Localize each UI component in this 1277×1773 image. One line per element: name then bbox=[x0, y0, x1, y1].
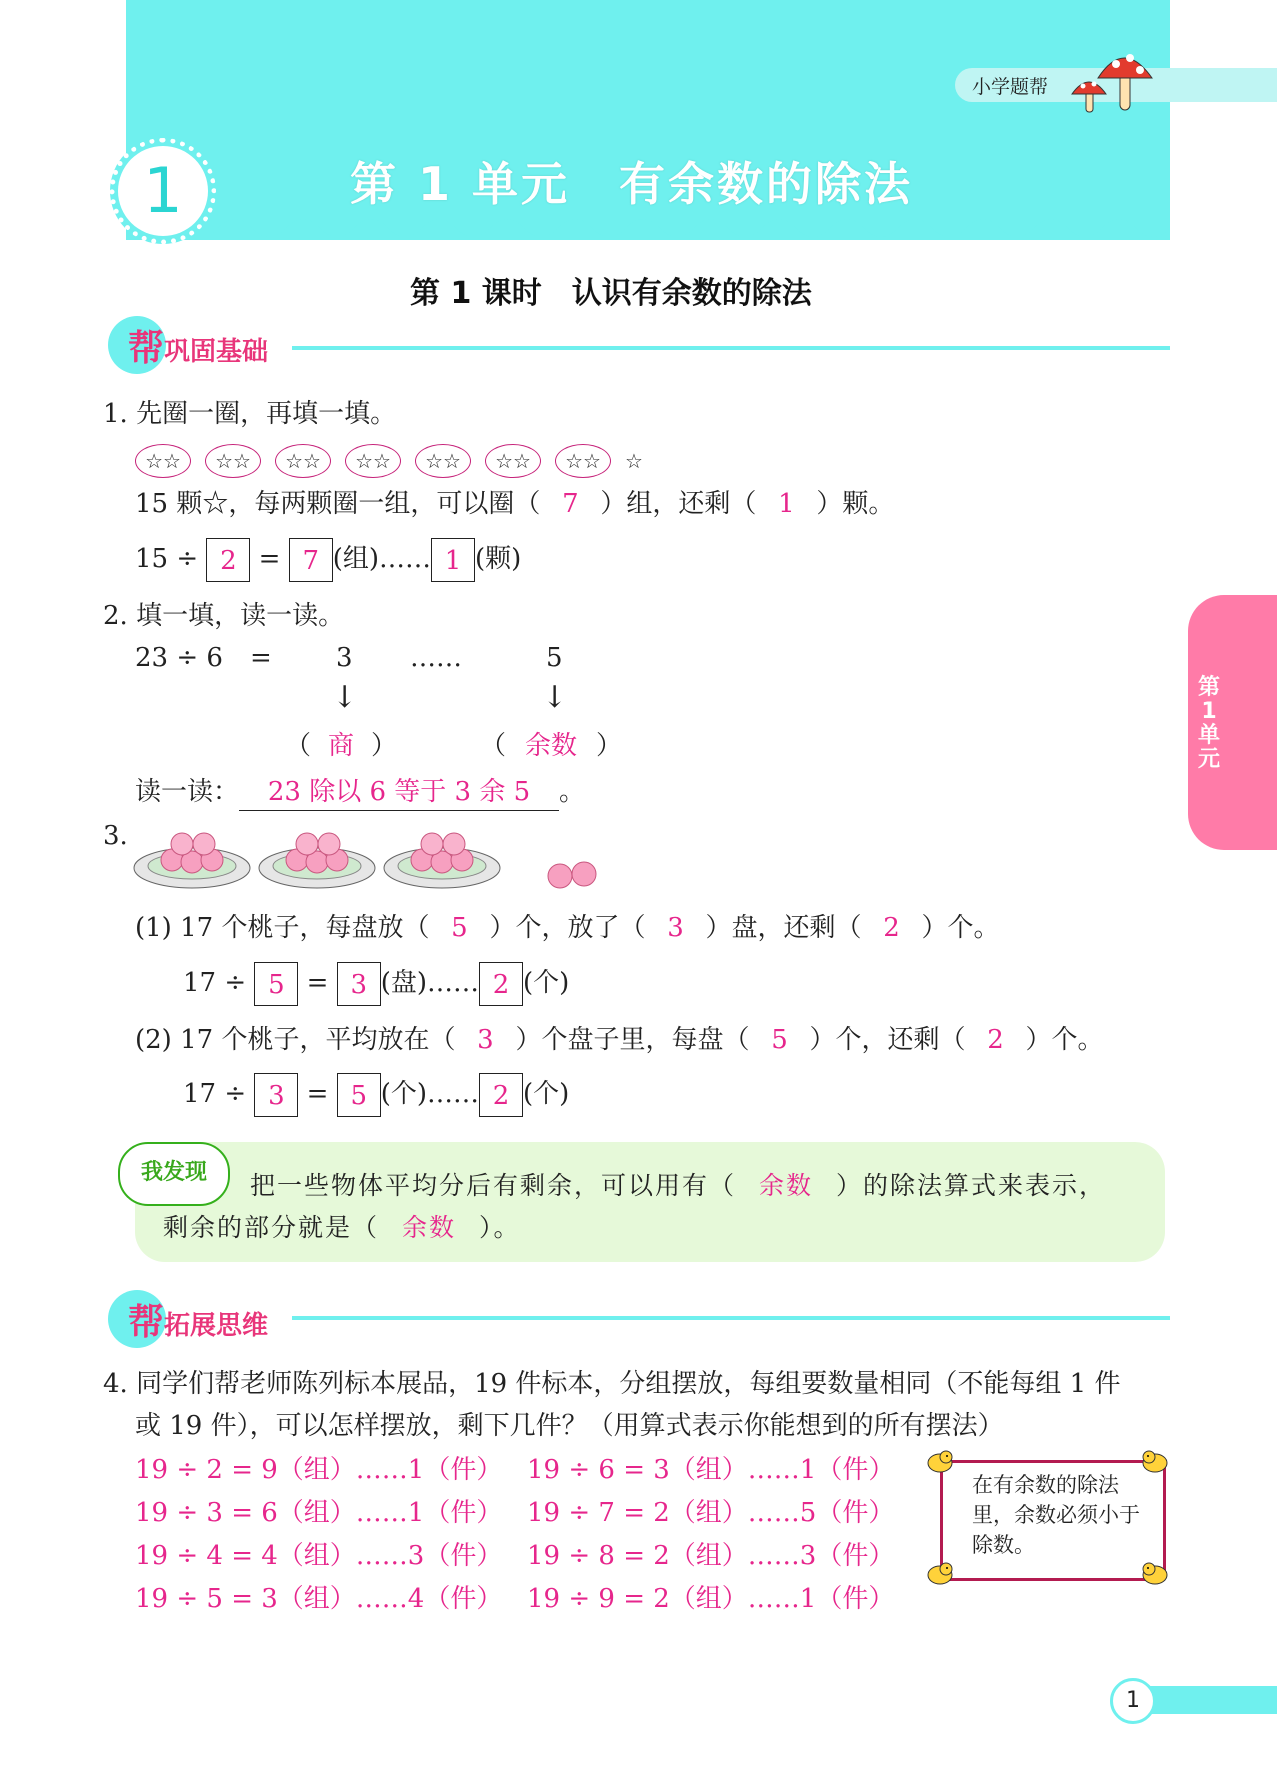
answer-box: 2 bbox=[479, 962, 523, 1006]
star-group: ☆☆ bbox=[345, 444, 401, 478]
q3-equation2: 17 ÷ 3 = 5 (个)…… 2 (个) bbox=[183, 1073, 569, 1117]
star-group: ☆☆ bbox=[485, 444, 541, 478]
discover-tag: 我发现 bbox=[118, 1142, 230, 1206]
discover-line1: 把一些物体平均分后有剩余，可以用有（ 余数 ）的除法算式来表示， bbox=[250, 1168, 1106, 1204]
unit-number: 1 bbox=[143, 154, 183, 227]
answer-box: 3 bbox=[254, 1073, 298, 1117]
chick-icon bbox=[1140, 1448, 1170, 1474]
section-extend-title: 帮拓展思维 bbox=[128, 1302, 269, 1343]
q3-number: 3. bbox=[103, 821, 128, 851]
q2-equals: = bbox=[250, 643, 272, 673]
answer: 5 bbox=[771, 1025, 788, 1055]
answer: 余数 bbox=[759, 1171, 814, 1200]
chick-icon bbox=[925, 1560, 955, 1586]
star-icon: ☆ bbox=[625, 449, 643, 473]
page-number: 1 bbox=[1110, 1678, 1156, 1724]
section-basics-line bbox=[292, 346, 1170, 350]
lesson-title: 第 1 课时 认识有余数的除法 bbox=[410, 276, 812, 311]
down-arrow-icon: ↓ bbox=[332, 680, 358, 715]
answer-box: 2 bbox=[479, 1073, 523, 1117]
mushroom-icon bbox=[1068, 44, 1158, 116]
q3-equation1: 17 ÷ 5 = 3 (盘)…… 2 (个) bbox=[183, 962, 569, 1006]
answer: 5 bbox=[451, 913, 468, 943]
section-extend-line bbox=[292, 1316, 1170, 1320]
q2-remainder: 5 bbox=[546, 643, 563, 673]
q1-equation: 15 ÷ 2 = 7 (组)…… 1 (颗) bbox=[135, 538, 521, 582]
answer-box: 5 bbox=[337, 1073, 381, 1117]
down-arrow-icon: ↓ bbox=[542, 680, 568, 715]
tip-note-text: 在有余数的除法里，余数必须小于除数。 bbox=[972, 1473, 1140, 1557]
star-group: ☆☆ bbox=[205, 444, 261, 478]
star-group: ☆☆ bbox=[135, 444, 191, 478]
q4-answer: 19 ÷ 4 = 4（组）……3（件） bbox=[135, 1541, 503, 1571]
q4-answer: 19 ÷ 5 = 3（组）……4（件） bbox=[135, 1584, 503, 1614]
chick-icon bbox=[925, 1448, 955, 1474]
q1-stars bbox=[135, 444, 643, 478]
side-tab-label: 第1单元 bbox=[1197, 675, 1220, 772]
answer: 商 bbox=[328, 731, 355, 761]
brand-name: 小学题帮 bbox=[972, 76, 1049, 98]
answer-box: 3 bbox=[337, 962, 381, 1006]
q2-dots: …… bbox=[410, 643, 462, 673]
q4-answer: 19 ÷ 7 = 2（组）……5（件） bbox=[527, 1498, 895, 1528]
banner-wave bbox=[126, 218, 1170, 258]
q2-label-remainder: （ 余数 ） bbox=[480, 728, 622, 764]
q4-answer: 19 ÷ 3 = 6（组）……1（件） bbox=[135, 1498, 503, 1528]
answer: 1 bbox=[778, 489, 795, 519]
q1-prompt: 1. 先圈一圈，再填一填。 bbox=[103, 399, 397, 429]
star-group: ☆☆ bbox=[415, 444, 471, 478]
q2-read: 读一读： 23 除以 6 等于 3 余 5 。 bbox=[135, 774, 585, 811]
answer: 2 bbox=[987, 1025, 1004, 1055]
answer: 3 bbox=[667, 913, 684, 943]
answer-box: 5 bbox=[254, 962, 298, 1006]
answer-box: 1 bbox=[431, 538, 475, 582]
q2-prompt: 2. 填一填，读一读。 bbox=[103, 601, 345, 631]
q2-quotient: 3 bbox=[336, 643, 353, 673]
section-basics-title: 帮巩固基础 bbox=[128, 328, 269, 369]
answer: 7 bbox=[562, 489, 579, 519]
chick-icon bbox=[1140, 1560, 1170, 1586]
peach-plates-illustration bbox=[132, 810, 612, 895]
answer: 23 除以 6 等于 3 余 5 bbox=[239, 774, 559, 811]
answer: 余数 bbox=[402, 1213, 457, 1242]
q4-prompt-line1: 4. 同学们帮老师陈列标本展品，19 件标本，分组摆放，每组要数量相同（不能每组 1 件 bbox=[103, 1369, 1121, 1399]
q2-expression: 23 ÷ 6 bbox=[135, 643, 223, 673]
q1-fill-line: 15 颗☆，每两颗圈一组，可以圈（ 7 ）组，还剩（ 1 ）颗。 bbox=[135, 486, 894, 522]
answer: 3 bbox=[477, 1025, 494, 1055]
q3-part2: (2) 17 个桃子，平均放在（ 3 ）个盘子里，每盘（ 5 ）个，还剩（ 2 ）个。 bbox=[135, 1022, 1104, 1058]
discover-line2: 剩余的部分就是（ 余数 ）。 bbox=[163, 1210, 521, 1246]
unit-title: 第 1 单元 有余数的除法 bbox=[350, 157, 914, 211]
page-number-bar bbox=[1150, 1686, 1277, 1714]
q3-part1: (1) 17 个桃子，每盘放（ 5 ）个，放了（ 3 ）盘，还剩（ 2 ）个。 bbox=[135, 910, 1000, 946]
q4-answer: 19 ÷ 6 = 3（组）……1（件） bbox=[527, 1455, 895, 1485]
q4-answer: 19 ÷ 9 = 2（组）……1（件） bbox=[527, 1584, 895, 1614]
q4-answer: 19 ÷ 2 = 9（组）……1（件） bbox=[135, 1455, 503, 1485]
q4-prompt-line2: 或 19 件），可以怎样摆放，剩下几件？（用算式表示你能想到的所有摆法） bbox=[135, 1411, 1004, 1441]
answer: 2 bbox=[883, 913, 900, 943]
answer: 余数 bbox=[525, 731, 578, 761]
q4-answer: 19 ÷ 8 = 2（组）……3（件） bbox=[527, 1541, 895, 1571]
q2-label-quotient: （ 商 ） bbox=[285, 728, 397, 764]
star-group: ☆☆ bbox=[555, 444, 611, 478]
star-group: ☆☆ bbox=[275, 444, 331, 478]
answer-box: 2 bbox=[206, 538, 250, 582]
answer-box: 7 bbox=[289, 538, 333, 582]
